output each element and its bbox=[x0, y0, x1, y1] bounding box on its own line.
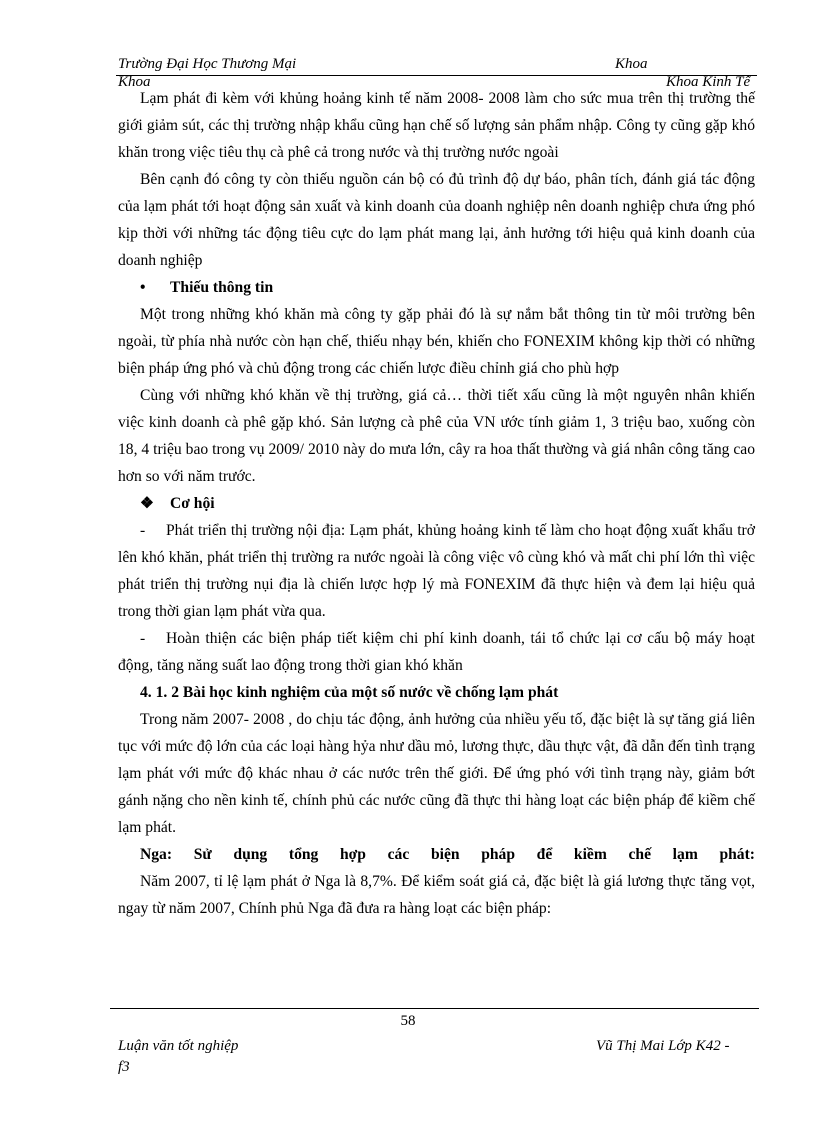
dash-icon: - bbox=[140, 522, 146, 539]
dash-item-text: Phát triển thị trường nội địa: Lạm phát, khủng hoảng kinh tế làm cho hoạt động xuất khẩu trở lên khó khăn, phát triển thị trường ra nước ngoài là công việc vô cùng khó và mất chi phí lớn thì việc phát triển thị trường nụi địa là chiến lược hợp lý mà FONEXIM đã thực hiện và đem lại hiệu quả trong thời gian lạm phát vừa qua. bbox=[118, 522, 755, 620]
dash-item bbox=[118, 517, 755, 625]
document-body bbox=[118, 85, 755, 922]
dash-icon: - bbox=[140, 630, 146, 647]
header-faculty-label: Khoa bbox=[615, 56, 648, 72]
russia-heading: Nga: Sử dụng tổng hợp các biện pháp để kiềm chế lạm phát: bbox=[140, 846, 755, 863]
bullet-heading-text: Thiếu thông tin bbox=[170, 279, 274, 296]
footer-thesis: Luận văn tốt nghiệp bbox=[118, 1038, 239, 1054]
paragraph: Năm 2007, tỉ lệ lạm phát ở Nga là 8,7%. Để kiểm soát giá cả, đặc biệt là giá lương thực tăng vọt, ngay từ năm 2007, Chính phủ Nga đã đưa ra hàng loạt các biện pháp: bbox=[118, 873, 755, 917]
bullet-heading-text: Cơ hội bbox=[170, 495, 215, 512]
bullet-heading bbox=[118, 490, 755, 517]
dash-item bbox=[118, 625, 755, 679]
header-university: Trường Đại Học Thương Mại bbox=[118, 56, 297, 72]
footer-author: Vũ Thị Mai Lớp K42 - bbox=[596, 1038, 730, 1054]
bullet-dot-icon: • bbox=[140, 279, 146, 296]
footer-class-suffix: f3 bbox=[118, 1059, 130, 1075]
paragraph: Một trong những khó khăn mà công ty gặp phải đó là sự nắm bắt thông tin từ môi trường bên ngoài, từ phía nhà nước còn hạn chế, thiếu nhạy bén, khiến cho FONEXIM không kịp thời có những biện pháp ứng phó và chủ động trong các chiến lược điều chỉnh giá cho phù hợp bbox=[118, 306, 755, 377]
paragraph: Bên cạnh đó công ty còn thiếu nguồn cán bộ có đủ trình độ dự báo, phân tích, đánh giá tác động của lạm phát tới hoạt động sản xuất và kinh doanh của doanh nghiệp nên doanh nghiệp chưa ứng phó kịp thời với những tác động tiêu cực do lạm phát mang lại, ảnh hưởng tới hiệu quả kinh doanh của doanh nghiệp bbox=[118, 171, 755, 269]
bullet-heading bbox=[118, 274, 755, 301]
dash-item-text: Hoàn thiện các biện pháp tiết kiệm chi phí kinh doanh, tái tổ chức lại cơ cấu bộ máy hoạt động, tăng năng suất lao động trong thời gian khó khăn bbox=[118, 630, 755, 674]
page-number: 58 bbox=[400, 1013, 416, 1029]
section-heading: 4. 1. 2 Bài học kinh nghiệm của một số nước về chống lạm phát bbox=[140, 684, 559, 701]
diamond-bullet-icon: ❖ bbox=[140, 495, 154, 512]
paragraph: Lạm phát đi kèm với khủng hoảng kinh tế năm 2008- 2008 làm cho sức mua trên thị trường thế giới giảm sút, các thị trường nhập khẩu cũng hạn chế số lượng sản phẩm nhập. Công ty cũng gặp khó khăn trong việc tiêu thụ cà phê cả trong nước và thị trường nước ngoài bbox=[118, 90, 755, 161]
header-faculty-left: Khoa bbox=[118, 74, 151, 90]
paragraph: Trong năm 2007- 2008 , do chịu tác động, ảnh hưởng của nhiều yếu tố, đặc biệt là sự tăng giá liên tục với mức độ lớn của các loại hàng hỷa như dầu mỏ, lương thực, dầu thực vật, đã dẫn đến tình trạng lạm phát với mức độ khác nhau ở các nước trên thế giới. Để ứng phó với tình trạng này, giảm bớt gánh nặng cho nền kinh tế, chính phủ các nước cũng đã thực thi hàng loạt các biện pháp để kiềm chế lạm phát. bbox=[118, 711, 755, 836]
paragraph: Cùng với những khó khăn về thị trường, giá cả… thời tiết xấu cũng là một nguyên nhân khiến việc kinh doanh cà phê gặp khó. Sản lượng cà phê của VN ước tính giảm 1, 3 triệu bao, xuống còn 18, 4 triệu bao trong vụ 2009/ 2010 này do mưa lớn, cây ra hoa thất thường và giá nhân công tăng cao hơn so với năm trước. bbox=[118, 387, 755, 485]
header-rule bbox=[116, 75, 757, 76]
footer-rule bbox=[110, 1008, 759, 1009]
header-faculty-name: Khoa Kinh Tế bbox=[666, 74, 751, 90]
